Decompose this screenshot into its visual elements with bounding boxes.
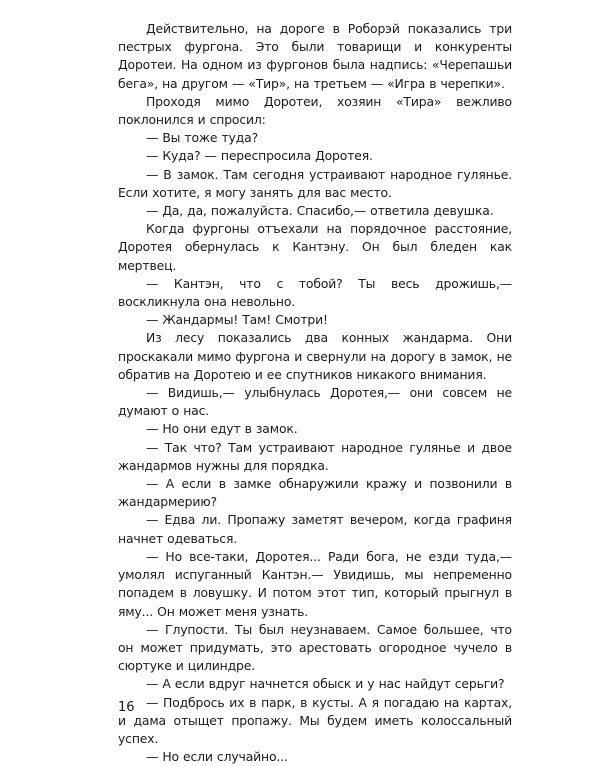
paragraph: — А если вдруг начнется обыск и у нас найдут серьги?	[146, 676, 505, 692]
paragraph: — В замок. Там сегодня устраивают народное гулянье. Если хотите, я могу занять для вас место.	[118, 166, 512, 200]
paragraph: Из лесу показались два конных жандарма. Они проскакали мимо фургона и свернули на дорогу в замок, не обратив на Доротею и ее спутников никакого внимания.	[118, 330, 512, 382]
paragraph: — Но если случайно...	[146, 749, 288, 765]
paragraph: — Глупости. Ты был неузнаваем. Самое большее, что он может придумать, это арестовать огородное чучело в сюртуке и цилиндре.	[118, 621, 512, 674]
body-text	[118, 20, 512, 766]
paragraph: — Вы тоже туда?	[146, 130, 259, 146]
paragraph: — Но все-таки, Доротея... Ради бога, не езди туда,— умолял испуганный Кантэн.— Увидишь, мы непременно попадем в ловушку. И потом этот тип, который прыгнул в яму... Он может меня узнать.	[118, 548, 512, 619]
paragraph: — Едва ли. Пропажу заметят вечером, когда графиня начнет одеваться.	[118, 512, 512, 546]
paragraph: — Да, да, пожалуйста. Спасибо,— ответила девушка.	[146, 203, 494, 219]
paragraph: — Куда? — переспросила Доротея.	[146, 148, 373, 164]
paragraph: Когда фургоны отъехали на порядочное расстояние, Доротея обернулась к Кантэну. Он был бледен как мертвец.	[118, 221, 512, 273]
paragraph: — Кантэн, что с тобой? Ты весь дрожишь,— воскликнула она невольно.	[118, 275, 512, 310]
paragraph: Действительно, на дороге в Роборэй показались три пестрых фургона. Это были товарищи и конкуренты Доротеи. На одном из фургонов была надпись: «Черепашьи бега», на другом — «Тир», на третьем — «Игра в черепки».	[118, 21, 512, 91]
paragraph: — Видишь,— улыбнулась Доротея,— они совсем не думают о нас.	[118, 385, 512, 419]
paragraph: — А если в замке обнаружили кражу и позвонили в жандармерию?	[118, 476, 512, 510]
paragraph: — Но они едут в замок.	[146, 421, 298, 437]
paragraph: Проходя мимо Доротеи, хозяин «Тира» вежливо поклонился и спросил:	[118, 93, 512, 128]
paragraph: — Подбрось их в парк, в кусты. А я погадаю на картах, и дама отыщет пропажу. Мы будем иметь колоссальный успех.	[118, 694, 512, 746]
paragraph: — Жандармы! Там! Смотри!	[146, 312, 328, 328]
page-number: 16	[118, 700, 135, 715]
paragraph: — Так что? Там устраивают народное гулянье и двое жандармов нужны для порядка.	[118, 439, 512, 473]
